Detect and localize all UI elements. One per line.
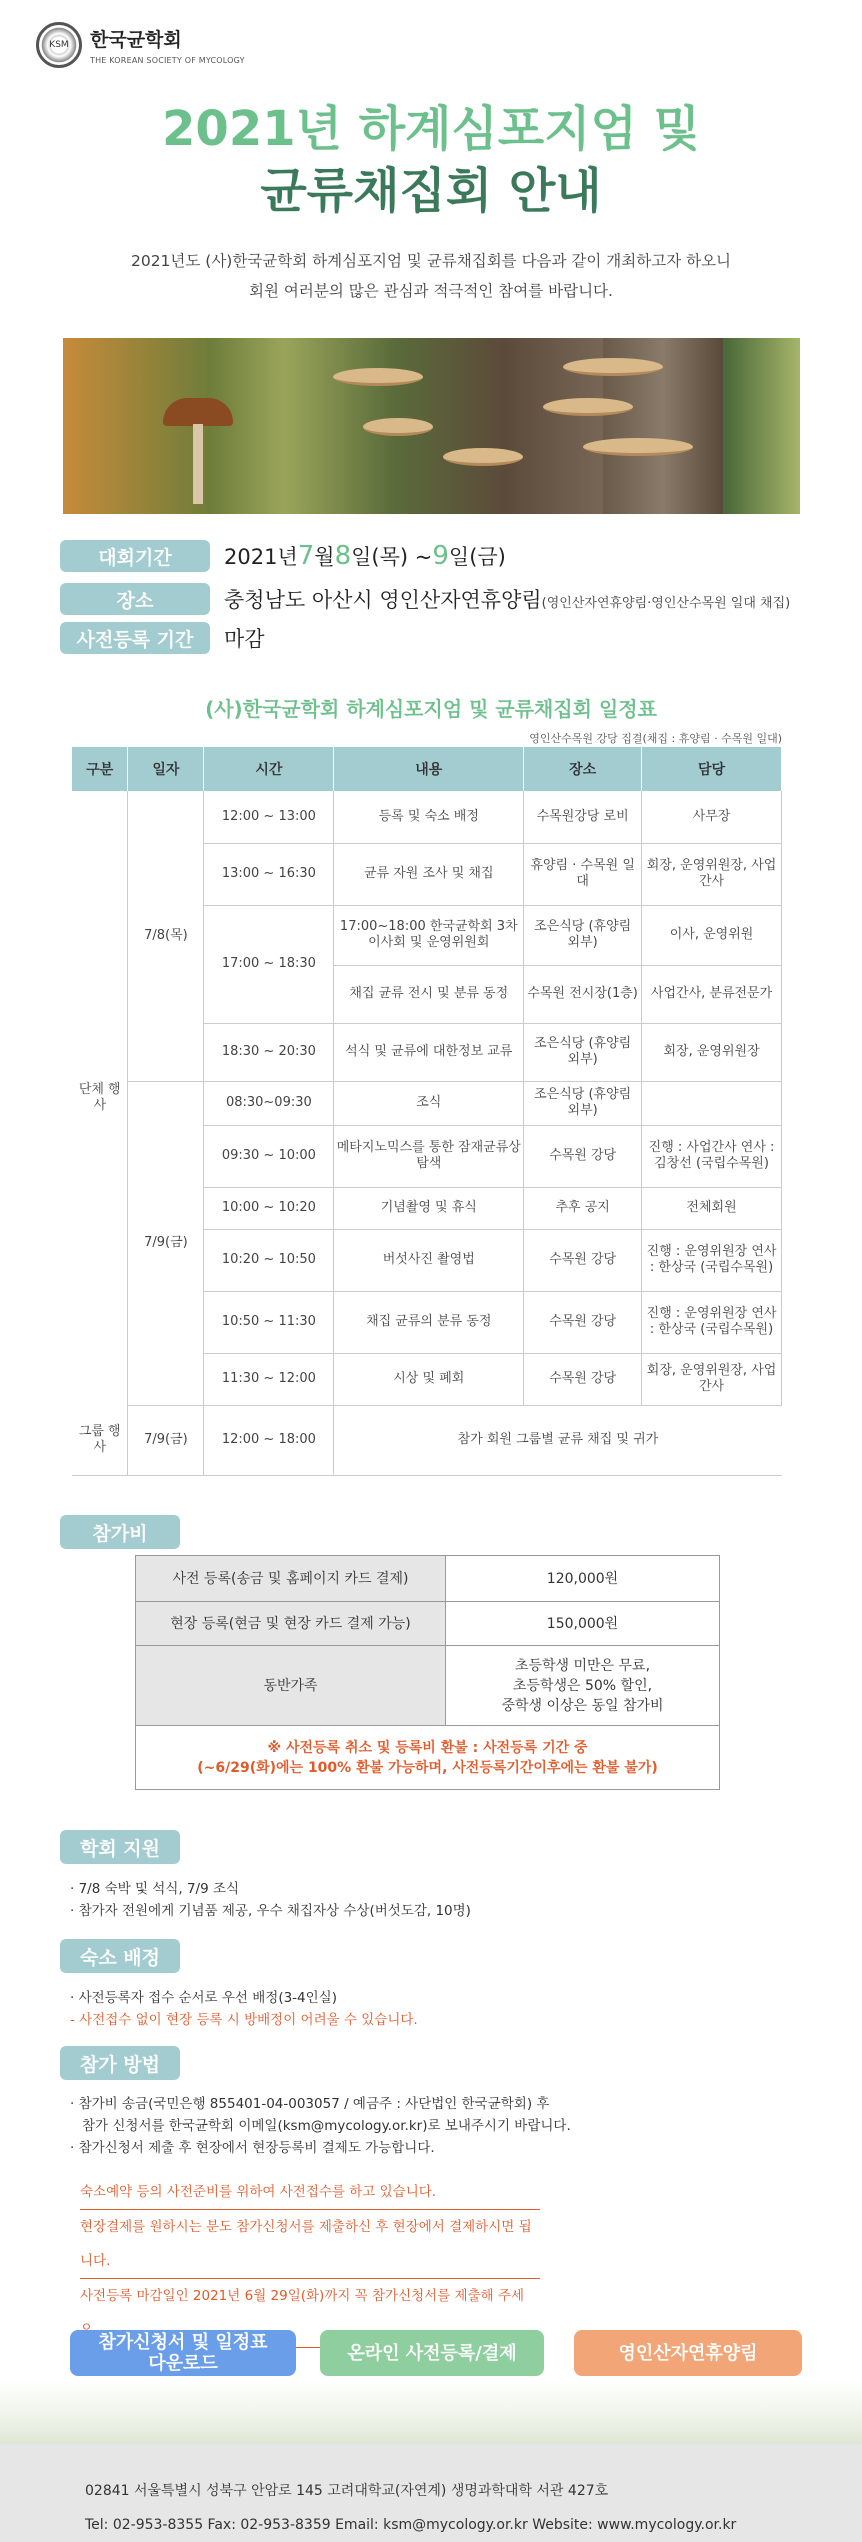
shelf-fungus: [563, 358, 663, 376]
table-row: 그룹 행사 7/9(금) 12:00 ~ 18:00 참가 회원 그룹별 균류 채집 및 귀가: [72, 1405, 782, 1475]
table-row: 11:30 ~ 12:00 시상 및 폐회 수목원 강당 회장, 운영위원장, 사업간사: [72, 1353, 782, 1405]
table-row: 단체 행사 7/8(목) 12:00 ~ 13:00 등록 및 숙소 배정 수목원강당 로비 사무장: [72, 791, 782, 843]
table-row: 10:50 ~ 11:30 채집 균류의 분류 동정 수목원 강당 진행 : 운영위원장 연사 : 한상국 (국립수목원): [72, 1291, 782, 1353]
footer: [0, 2444, 862, 2542]
period-label: 대회기간: [60, 540, 210, 572]
support-list: · 7/8 숙박 및 석식, 7/9 조식 · 참가자 전원에게 기념품 제공, 우수 채집자상 수상(버섯도감, 10명): [70, 1881, 471, 1919]
footer-background: [0, 2380, 862, 2444]
logo-korean: 한국균학회: [90, 29, 182, 51]
lodging-list: · 사전등록자 접수 순서로 우선 배정(3-4인실) - 사전접수 없이 현장 등록 시 방배정이 어려울 수 있습니다.: [70, 1990, 418, 2028]
shelf-fungus: [443, 448, 523, 466]
footer-contact: Tel: 02-953-8355 Fax: 02-953-8359 Email: ksm@mycology.or.kr Website: www.mycology.or.kr: [85, 2517, 737, 2533]
table-row: 채집 균류 전시 및 분류 동정 수목원 전시장(1층) 사업간사, 분류전문가: [72, 965, 782, 1023]
period-value: 2021년 7 월 8 일(목) ~ 9 일(금): [224, 541, 506, 571]
info-registration: [60, 622, 265, 654]
shelf-fungus: [583, 438, 693, 456]
title-line2: 균류채집회 안내: [260, 163, 602, 219]
table-row: 10:00 ~ 10:20 기념촬영 및 휴식 추후 공지 전체회원: [72, 1187, 782, 1229]
fee-table: [135, 1555, 720, 1790]
registration-label: 사전등록 기간: [60, 622, 210, 654]
method-label: 참가 방법: [60, 2046, 180, 2080]
shelf-fungus: [363, 418, 433, 436]
schedule-title: (사)한국균학회 하계심포지엄 및 균류채집회 일정표: [205, 697, 657, 721]
society-logo: [36, 22, 245, 68]
table-row: 09:30 ~ 10:00 메타지노믹스를 통한 잠재균류상 탐색 수목원 강당 진행 : 사업간사 연사 : 김창선 (국립수목원): [72, 1125, 782, 1187]
intro-line1: 2021년도 (사)한국균학회 하계심포지엄 및 균류채집회를 다음과 같이 개최하고자 하오니: [130, 252, 732, 270]
table-row: 17:00 ~ 18:30 17:00~18:00 한국균학회 3차 이사회 및 운영위원회 조은식당 (휴양림 외부) 이사, 운영위원: [72, 905, 782, 965]
seal-icon: KSM: [36, 22, 82, 68]
shelf-fungus: [333, 368, 423, 386]
download-button[interactable]: 참가신청서 및 일정표 다운로드: [70, 2330, 296, 2376]
intro-text: [0, 246, 862, 306]
mushroom-photo: [63, 338, 800, 514]
schedule-table: 구분 일자 시간 내용 장소 담당 단체 행사 7/8(목) 12:00 ~ 13:00 등록 및 숙소 배정 수목원강당 로비 사무장 13:00 ~ 16:30 균류 자원 조사 및 채집 휴양림 · 수목원 일대 회장, 운영위원장, 사업간사 17:00 ~ 18:30 17:00~18:00 한국균학회 3차 이사회 및 운영위원회 조은식당 (휴양림 외부) 이사, 운영위원 채집 균류 전시 및 분류 동정 수목원 전시장(1층) 사업간사, 분류전문가 18:30 ~ 20:30 석식 및 균류에 대한정보 교류 조은식당 (휴양림 외부) 회장, 운영위원장 7/9(금) 08:30~09:30 조식 조은식당 (휴양림 외부) 09:30 ~ 10:00 메타지노믹스를 통한 잠재균류상 탐색 수목원 강당 진행 : 사업간사 연사 : 김창선 (국립수목원) 10:00 ~ 10:20 기념촬영 및 휴식 추후 공지 전체회원 10:20 ~ 10:50 버섯사진 촬영법 수목원 강당 진행 : 운영위원장 연사 : 한상국 (국립수목원) 10:50 ~ 11:30 채집 균류의 분류 동정 수목원 강당 진행 : 운영위원장 연사 : 한상국 (국립수목원) 11:30 ~ 12:00 시상 및 폐회 수목원 강당 회장, 운영위원장, 사업간사 그룹 행사 7/9(금) 12:00 ~ 18:00 참가 회원 그룹별 균류 채집 및 귀가: [72, 747, 782, 1476]
registration-value: 마감: [224, 627, 265, 651]
logo-english: THE KOREAN SOCIETY OF MYCOLOGY: [90, 56, 245, 65]
schedule-note: 영인산수목원 강당 집결(채집 : 휴양림 · 수목원 일대): [529, 732, 782, 745]
table-row: 동반가족 초등학생 미만은 무료, 초등학생은 50% 할인, 중학생 이상은 동일 참가비: [136, 1646, 720, 1726]
mushroom-stem: [193, 424, 203, 504]
table-row: 13:00 ~ 16:30 균류 자원 조사 및 채집 휴양림 · 수목원 일대 회장, 운영위원장, 사업간사: [72, 843, 782, 905]
shelf-fungus: [543, 398, 633, 416]
method-list: · 참가비 송금(국민은행 855401-04-003057 / 예금주 : 사단법인 한국균학회) 후 참가 신청서를 한국균학회 이메일(ksm@mycology.or.kr)로 보내주시기 바랍니다. · 참가신청서 제출 후 현장에서 현장등록비 결제도 가능합니다.: [70, 2096, 571, 2156]
place-label: 장소: [60, 583, 210, 615]
lodging-label: 숙소 배정: [60, 1939, 180, 1973]
method-notes: 숙소예약 등의 사전준비를 위하여 사전접수를 하고 있습니다. 현장결제를 원하시는 분도 참가신청서를 제출하신 후 현장에서 결제하시면 됩니다. 사전등록 마감일인 2021년 6월 29일(화)까지 꼭 참가신청서를 제출해 주세: [80, 2175, 540, 2348]
page-title: [0, 98, 862, 222]
table-row: 10:20 ~ 10:50 버섯사진 촬영법 수목원 강당 진행 : 운영위원장 연사 : 한상국 (국립수목원): [72, 1229, 782, 1291]
table-row: 현장 등록(현금 및 현장 카드 결제 가능) 150,000원: [136, 1602, 720, 1646]
support-label: 학회 지원: [60, 1830, 180, 1864]
table-row: 7/9(금) 08:30~09:30 조식 조은식당 (휴양림 외부): [72, 1081, 782, 1125]
title-line1: 2021년 하계심포지엄 및: [162, 101, 700, 157]
online-registration-button[interactable]: 온라인 사전등록/결제: [320, 2330, 544, 2376]
forest-link-button[interactable]: 영인산자연휴양림: [574, 2330, 802, 2376]
place-value: 충청남도 아산시 영인산자연휴양림 (영인산자연휴양림·영인산수목원 일대 채집): [224, 588, 791, 612]
table-row: 사전 등록(송금 및 홈페이지 카드 결제) 120,000원: [136, 1556, 720, 1602]
mushroom-cap: [163, 398, 233, 426]
table-row: ※ 사전등록 취소 및 등록비 환불 : 사전등록 기간 중 (~6/29(화)에는 100% 환불 가능하며, 사전등록기간이후에는 환불 불가): [136, 1726, 720, 1790]
table-row: 18:30 ~ 20:30 석식 및 균류에 대한정보 교류 조은식당 (휴양림 외부) 회장, 운영위원장: [72, 1023, 782, 1081]
info-place: [60, 583, 790, 615]
footer-address: 02841 서울특별시 성북구 안암로 145 고려대학교(자연계) 생명과학대학 서관 427호: [85, 2483, 609, 2499]
info-period: [60, 540, 506, 572]
fee-label: 참가비: [60, 1515, 180, 1549]
intro-line2: 회원 여러분의 많은 관심과 적극적인 참여를 바랍니다.: [249, 282, 613, 300]
